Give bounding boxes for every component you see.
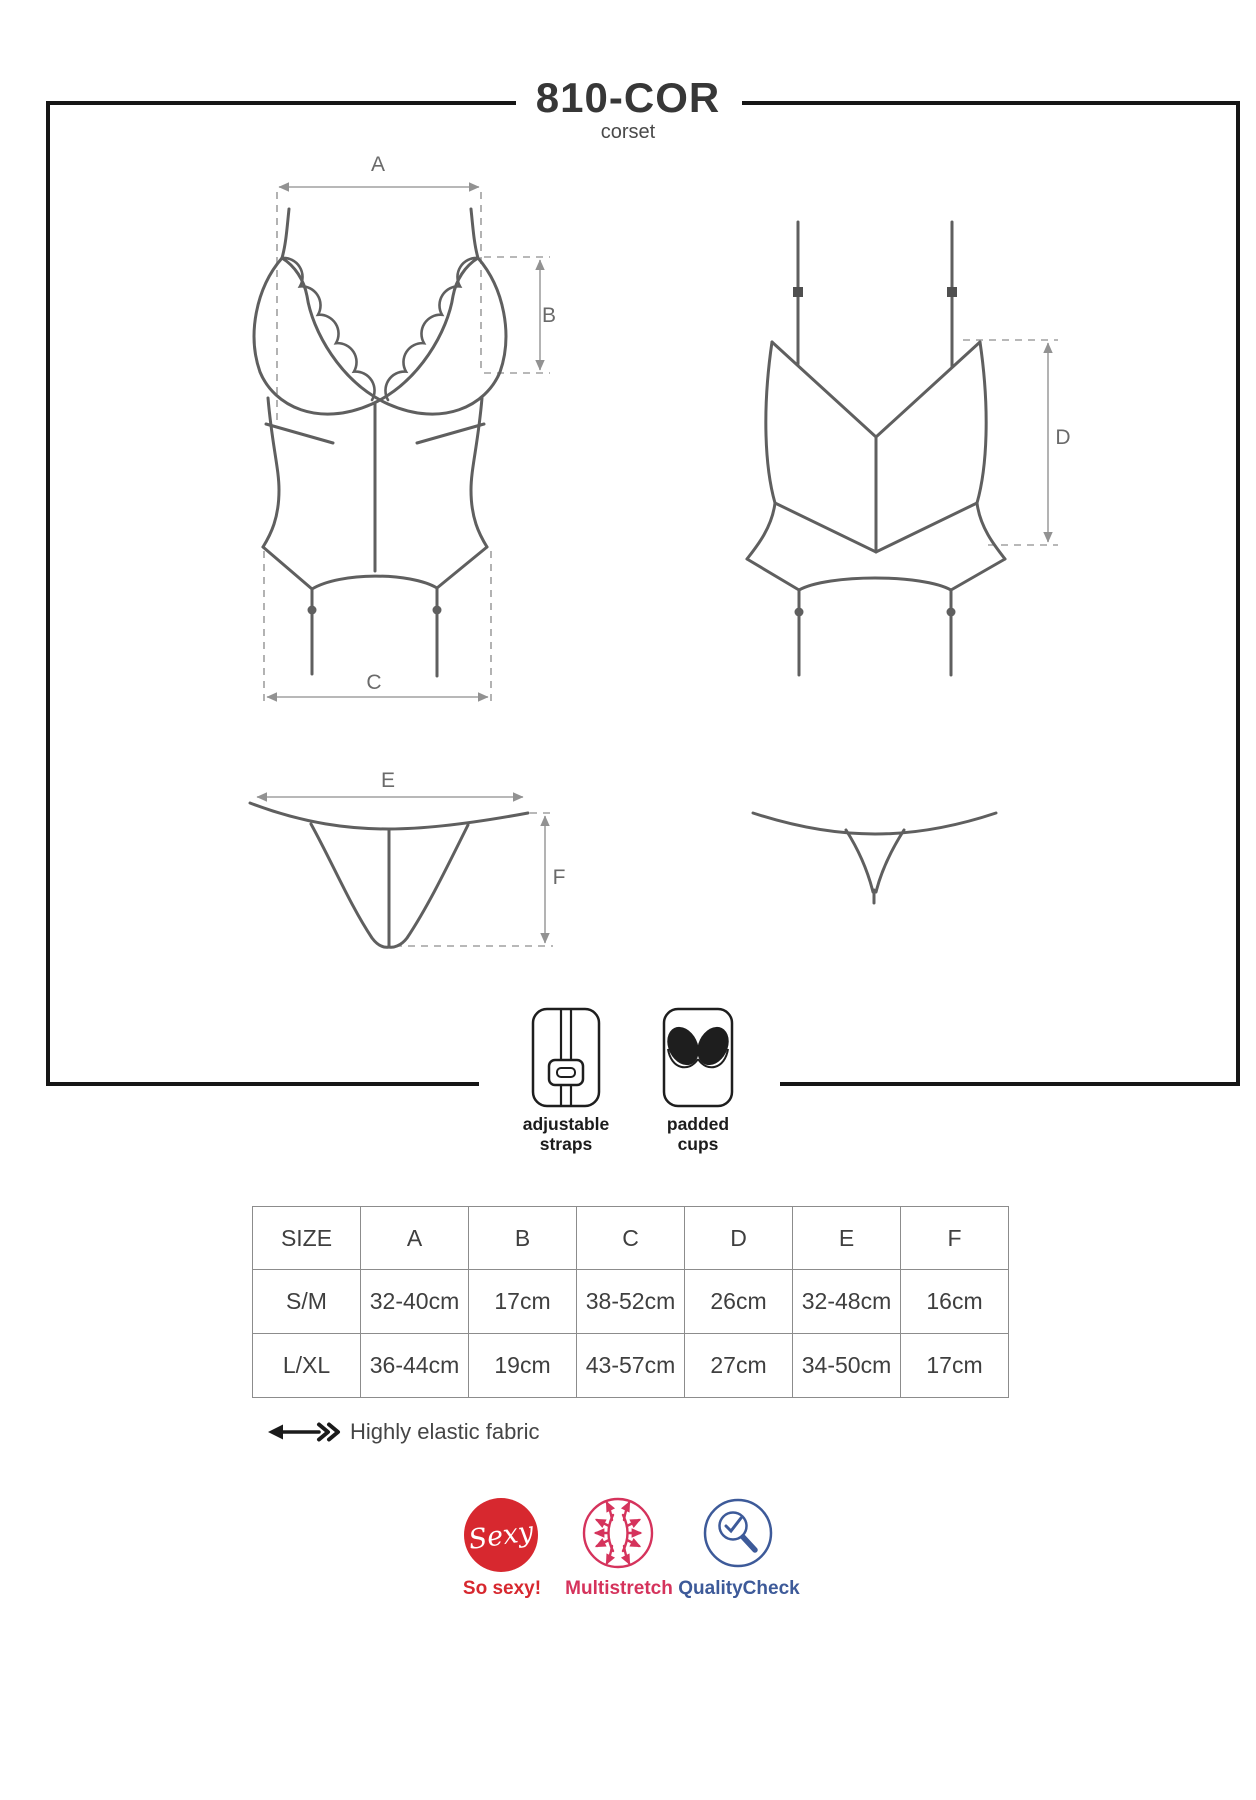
multistretch-badge-icon xyxy=(584,1499,652,1567)
front-view-drawing xyxy=(254,209,506,676)
fabric-note: Highly elastic fabric xyxy=(350,1419,540,1444)
size-table-cell: 19cm xyxy=(469,1334,577,1398)
size-table-header-c: C xyxy=(577,1207,685,1270)
size-table-row-label: L/XL xyxy=(253,1334,361,1398)
size-table-cell: 26cm xyxy=(685,1270,793,1334)
size-table-cell: 32-40cm xyxy=(361,1270,469,1334)
padded-cups-label xyxy=(628,1114,768,1154)
padded-cups-icon xyxy=(661,1009,735,1106)
padded-cups-label-line2: cups xyxy=(677,1134,719,1154)
size-table-cell: 32-48cm xyxy=(793,1270,901,1334)
size-table-row-sm xyxy=(253,1270,1009,1334)
adjustable-straps-label-line2: straps xyxy=(539,1134,593,1154)
page-title: 810-COR xyxy=(535,74,721,121)
adjustable-straps-icon xyxy=(533,1009,599,1106)
dimension-lines xyxy=(257,187,1058,946)
dimension-label-c: C xyxy=(366,671,382,694)
size-table-row-lxl xyxy=(253,1334,1009,1398)
size-table-header-e: E xyxy=(793,1207,901,1270)
size-table-cell: 17cm xyxy=(901,1334,1009,1398)
adjustable-straps-label-line1: adjustable xyxy=(522,1114,610,1134)
dimension-label-a: A xyxy=(370,153,386,176)
page-subtitle: corset xyxy=(600,121,656,143)
multistretch-label: Multistretch xyxy=(565,1578,673,1599)
elastic-arrow-icon xyxy=(268,1425,338,1440)
so-sexy-label: So sexy! xyxy=(462,1578,542,1599)
qualitycheck-label: QualityCheck xyxy=(678,1578,800,1599)
dimension-label-f: F xyxy=(552,866,566,889)
qualitycheck-badge-icon xyxy=(705,1500,771,1566)
size-table-cell: 36-44cm xyxy=(361,1334,469,1398)
sexy-badge-text: Sexy xyxy=(466,1516,536,1556)
size-table-cell: 43-57cm xyxy=(577,1334,685,1398)
size-table-header-b: B xyxy=(469,1207,577,1270)
size-table-cell: 27cm xyxy=(685,1334,793,1398)
size-table-cell: 16cm xyxy=(901,1270,1009,1334)
size-table-header-d: D xyxy=(685,1207,793,1270)
thong-back-drawing xyxy=(753,813,996,903)
adjustable-straps-label xyxy=(496,1114,636,1154)
size-table-header-f: F xyxy=(901,1207,1009,1270)
back-view-drawing xyxy=(747,222,1005,675)
dimension-label-e: E xyxy=(380,769,396,792)
size-table-cell: 38-52cm xyxy=(577,1270,685,1334)
size-table-row-label: S/M xyxy=(253,1270,361,1334)
size-table-cell: 34-50cm xyxy=(793,1334,901,1398)
size-table-header-row xyxy=(253,1207,1009,1270)
padded-cups-label-line1: padded xyxy=(666,1114,730,1134)
dimension-label-d: D xyxy=(1055,426,1071,449)
thong-front-drawing xyxy=(250,803,528,947)
size-table xyxy=(252,1206,1009,1398)
dimension-label-b: B xyxy=(541,304,557,327)
size-table-header-a: A xyxy=(361,1207,469,1270)
size-table-cell: 17cm xyxy=(469,1270,577,1334)
size-table-header-size: SIZE xyxy=(253,1207,361,1270)
